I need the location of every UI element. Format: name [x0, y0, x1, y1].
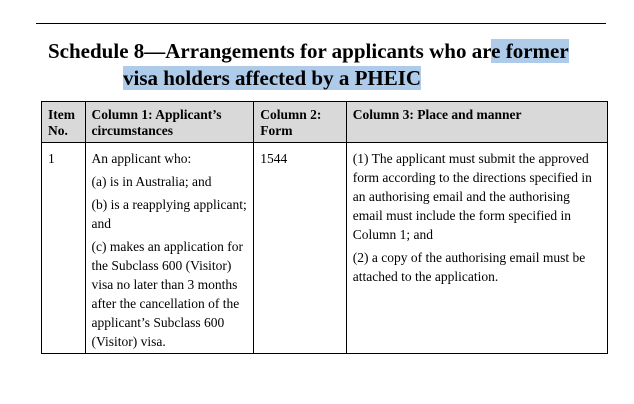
- heading-line-2: [48, 65, 608, 92]
- heading-selection[interactable]: e former: [491, 39, 569, 63]
- header-column-3: Column 3: Place and manner: [346, 102, 607, 143]
- circumstance-paragraph: (c) makes an application for the Subclass 600 (Visitor) visa no later than 3 months after the cancellation of the applicant’s Subclass 600 (Visitor) visa.: [91, 239, 243, 349]
- heading-selection[interactable]: visa holders affected by a PHEIC: [123, 66, 422, 90]
- schedule-table: [41, 101, 608, 354]
- schedule-heading: [48, 38, 608, 92]
- header-column-2: Column 2: Form: [254, 102, 347, 143]
- header-column-1: Column 1: Applicant’s circumstances: [85, 102, 254, 143]
- manner-paragraph: (1) The applicant must submit the approved form according to the directions specified in an authorising email and the authorising email must include the form specified in Column 1; and: [352, 151, 592, 242]
- top-rule: [36, 23, 606, 24]
- cell-form-number: 1544: [254, 143, 347, 354]
- table-row: [42, 143, 608, 354]
- cell-applicant-circumstances: [85, 143, 254, 354]
- cell-item-number: 1: [42, 143, 86, 354]
- table-header-row: [42, 102, 608, 143]
- circumstance-paragraph: (b) is a reapplying applicant; and: [91, 197, 247, 231]
- circumstance-paragraph: (a) is in Australia; and: [91, 174, 212, 189]
- cell-place-and-manner: [346, 143, 607, 354]
- manner-paragraph: (2) a copy of the authorising email must be attached to the application.: [352, 250, 586, 284]
- heading-line-1: [48, 38, 608, 65]
- heading-text: Schedule 8—Arrangements for applicants who ar: [48, 39, 492, 63]
- circumstance-paragraph: An applicant who:: [91, 151, 192, 166]
- header-item-no: Item No.: [42, 102, 86, 143]
